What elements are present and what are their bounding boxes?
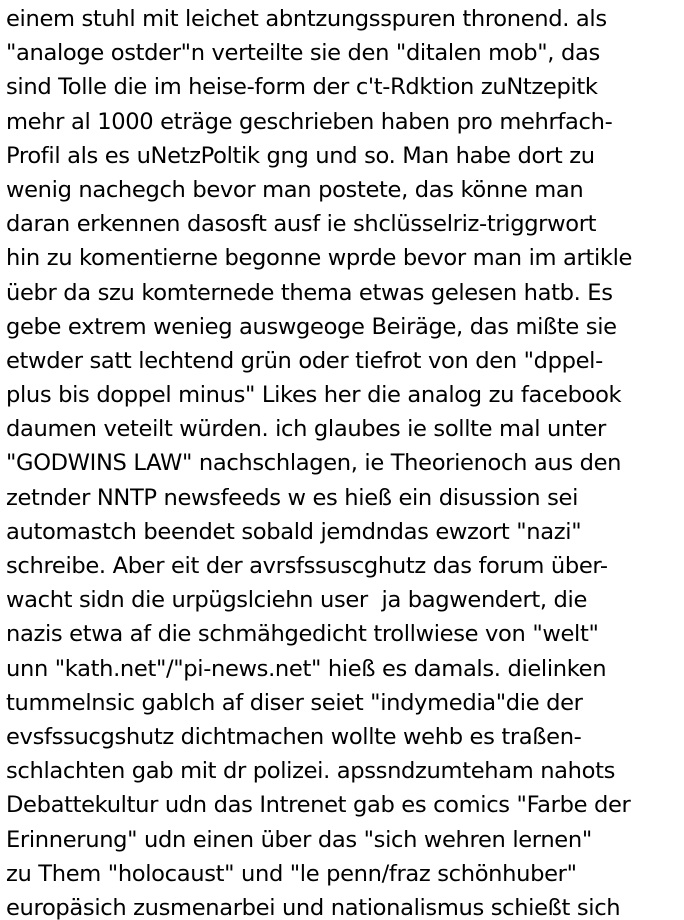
text-line: automastch beendet sobald jemdndas ewzort "nazi" <box>6 518 582 545</box>
body-text <box>6 2 684 920</box>
text-line: unn "kath.net"/"pi-news.net" hieß es damals. dielinken <box>6 655 607 682</box>
text-line: hin zu komentierne begonne wprde bevor man im artikle <box>6 245 633 272</box>
text-line: zetnder NNTP newsfeeds w es hieß ein disussion sei <box>6 484 578 511</box>
text-line: wacht sidn die urpügslciehn user ja bagwendert, die <box>6 587 588 614</box>
text-line: nazis etwa af die schmähgedicht trollwiese von "welt" <box>6 621 599 648</box>
text-line: schreibe. Aber eit der avrsfssuscghutz das forum über- <box>6 553 608 579</box>
text-line: üebr da szu komternede thema etwas gelesen hatb. Es <box>6 279 613 306</box>
text-line: schlachten gab mit dr polizei. apssndzumteham nahots <box>6 758 616 785</box>
text-line: tummelnsic gablch af diser seiet "indymedia"die der <box>6 689 583 716</box>
text-line: europäsich zusmenarbei und nationalismus schießt sich <box>6 894 621 920</box>
text-line: gebe extrem wenieg auswgeoge Beiräge, das mißte sie <box>6 313 617 340</box>
text-line: plus bis doppel minus" Likes her die analog zu facebook <box>6 382 622 409</box>
text-line: evsfssucgshutz dichtmachen wollte wehb es traßen- <box>6 723 582 750</box>
text-line: etwder satt lechtend grün oder tiefrot von den "dppel- <box>6 347 603 374</box>
text-line: wenig nachegch bevor man postete, das könne man <box>6 176 584 203</box>
text-line: Debattekultur udn das Intrenet gab es comics "Farbe der <box>6 792 631 819</box>
text-line: sind Tolle die im heise-form der c't-Rdktion zuNtzepitk <box>6 74 598 101</box>
text-line: einem stuhl mit leichet abntzungsspuren thronend. als <box>6 6 607 32</box>
text-line: "GODWINS LAW" nachschlagen, ie Theorienoch aus den <box>6 450 622 477</box>
text-line: daran erkennen dasosft ausf ie shclüsselriz-triggrwort <box>6 211 597 238</box>
text-line: mehr al 1000 eträge geschrieben haben pro mehrfach- <box>6 108 613 135</box>
text-line: Erinnerung" udn einen über das "sich wehren lernen" <box>6 826 592 853</box>
text-line: Profil als es uNetzPoltik gng und so. Man habe dort zu <box>6 142 595 169</box>
text-line: zu Them "holocaust" und "le penn/fraz schönhuber" <box>6 860 577 887</box>
text-line: daumen veteilt würden. ich glaubes ie sollte mal unter <box>6 416 606 443</box>
text-line: "analoge ostder"n verteilte sie den "ditalen mob", das <box>6 40 600 67</box>
